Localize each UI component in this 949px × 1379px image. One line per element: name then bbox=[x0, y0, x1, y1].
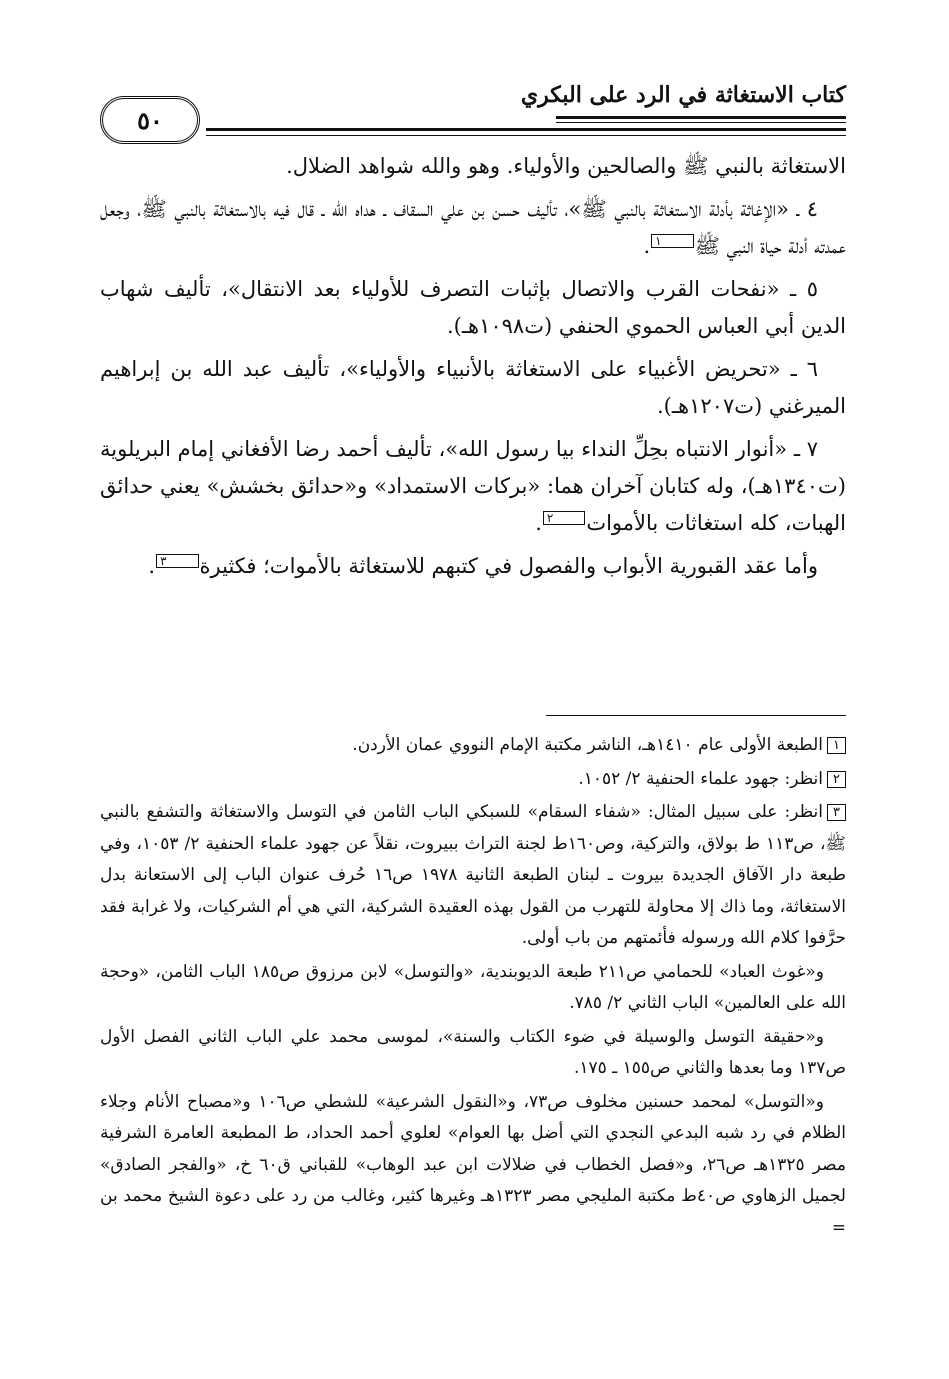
paragraph-text: ٥ ـ «نفحات القرب والاتصال بإثبات التصرف للأولياء بعد الانتقال»، تأليف شهاب الدين أبي العباس الحموي الحنفي (ت١٠٩٨هـ). bbox=[100, 277, 846, 338]
paragraph-text: ٦ ـ «تحريض الأغبياء على الاستغاثة بالأنبياء والأولياء»، تأليف عبد الله بن إبراهيم الميرغني (ت١٢٠٧هـ). bbox=[100, 357, 846, 418]
paragraph bbox=[100, 548, 846, 585]
footnote-text: الطبعة الأولى عام ١٤١٠هـ، الناشر مكتبة الإمام النووي عمان الأردن. bbox=[352, 735, 824, 755]
paragraph bbox=[100, 431, 846, 542]
header-rule-long bbox=[206, 128, 846, 136]
footnotes bbox=[100, 730, 846, 1246]
footnote-text: و«غوث العباد» للحمامي ص٢١١ طبعة الديوبندية، «والتوسل» لابن مرزوق ص١٨٥ الباب الثامن، «وحجة الله على العالمين» الباب الثاني ٢/ ٧٨٥. bbox=[100, 961, 846, 1013]
punctuation: . bbox=[148, 554, 156, 578]
paragraph bbox=[100, 148, 846, 185]
main-text bbox=[100, 148, 846, 591]
punctuation: . bbox=[643, 234, 651, 258]
footnote-text: و«حقيقة التوسل والوسيلة في ضوء الكتاب والسنة»، لموسى محمد علي الباب الثاني الفصل الأول ص١٣٧ وما بعدها والثاني ص١٥٥ ـ ١٧٥. bbox=[100, 1026, 846, 1078]
paragraph-text: ٤ ـ «الإغاثة بأدلة الاستغاثة بالنبي ﷺ»، تأليف حسن بن علي السقاف ـ هداه الله ـ قال فيه بالاستغاثة بالنبي ﷺ، وجعل عمدته أدلة حياة النبي ﷺ bbox=[100, 197, 846, 258]
footnote-text: انظر: على سبيل المثال: «شفاء السقام» للسبكي الباب الثامن في التوسل والاستغاثة والتشفع بالنبي ﷺ، ص١١٣ ط بولاق، والتركية، وص١٦٠ط لجنة التراث ببيروت، نقلاً عن جهود علماء الحنفية ٢/ ١٠٥٣، وفي طبعة دار الآفاق الجديدة بيروت ـ لبنان الطبعة الثانية ١٩٧٨ ص١٦ حُرف عنوان الباب إلى الاستعانة بدل الاستغاثة، وما ذاك إلا محاولة للتهرب من القول بهذه العقيدة الشركية، التي هي أم الشركيات، ولا غرابة فقد حرَّفوا كلام الله ورسوله فأئمتهم من باب أولى. bbox=[100, 802, 847, 948]
footnote-ref[interactable]: ٢ bbox=[543, 511, 585, 525]
footnote bbox=[100, 730, 846, 762]
paragraph-text: ٧ ـ «أنوار الانتباه بحِلِّ النداء بيا رسول الله»، تأليف أحمد رضا الأفغاني إمام البريلوية (ت١٣٤٠هـ)، وله كتابان آخران هما: «بركات الاستمداد» و«حدائق بخشش» يعني حدائق الهبات، كله استغاثات بالأموات bbox=[100, 437, 846, 535]
footnote-continuation bbox=[100, 1087, 846, 1245]
footnote bbox=[100, 764, 846, 796]
footnote-continuation bbox=[100, 1022, 846, 1085]
footnote bbox=[100, 797, 846, 955]
footnote-ref[interactable]: ٣ bbox=[156, 554, 198, 568]
paragraph bbox=[100, 351, 846, 425]
paragraph-text: الاستغاثة بالنبي ﷺ والصالحين والأولياء. وهو والله شواهد الضلال. bbox=[286, 154, 846, 178]
footnote-number: ٢ bbox=[827, 771, 846, 788]
book-title: كتاب الاستغاثة في الرد على البكري bbox=[520, 82, 846, 108]
page-header bbox=[100, 72, 846, 150]
paragraph bbox=[100, 191, 846, 265]
punctuation: . bbox=[535, 511, 542, 535]
footnote-continuation bbox=[100, 957, 846, 1020]
footnote-text: و«التوسل» لمحمد حسنين مخلوف ص٧٣، و«النقول الشرعية» للشطي ص١٠٦ و«مصباح الأنام وجلاء الظلام في رد شبه البدعي النجدي التي أضل بها العوام» لعلوي أحمد الحداد، ط المطبعة العامرة الشرفية مصر ١٣٢٥هـ ص٢٦، و«فصل الخطاب في ضلالات ابن عبد الوهاب» للقباني ق٦٠ خ، «والفجر الصادق» لجميل الزهاوي ص٤٠ط مكتبة المليجي مصر ١٣٢٣هـ وغيرها كثير، وغالب من رد على دعوة الشيخ محمد بن = bbox=[100, 1091, 846, 1238]
footnote-number: ١ bbox=[827, 737, 846, 754]
separator-line bbox=[546, 715, 846, 716]
footnote-number: ٣ bbox=[827, 804, 846, 821]
page-number: ٥٠ bbox=[100, 96, 200, 144]
footnote-text: انظر: جهود علماء الحنفية ٢/ ١٠٥٢. bbox=[578, 768, 824, 789]
header-rule bbox=[556, 116, 846, 123]
paragraph bbox=[100, 271, 846, 345]
footnote-ref[interactable]: ١ bbox=[651, 234, 693, 248]
paragraph-text: وأما عقد القبورية الأبواب والفصول في كتبهم للاستغاثة بالأموات؛ فكثيرة bbox=[199, 554, 818, 578]
